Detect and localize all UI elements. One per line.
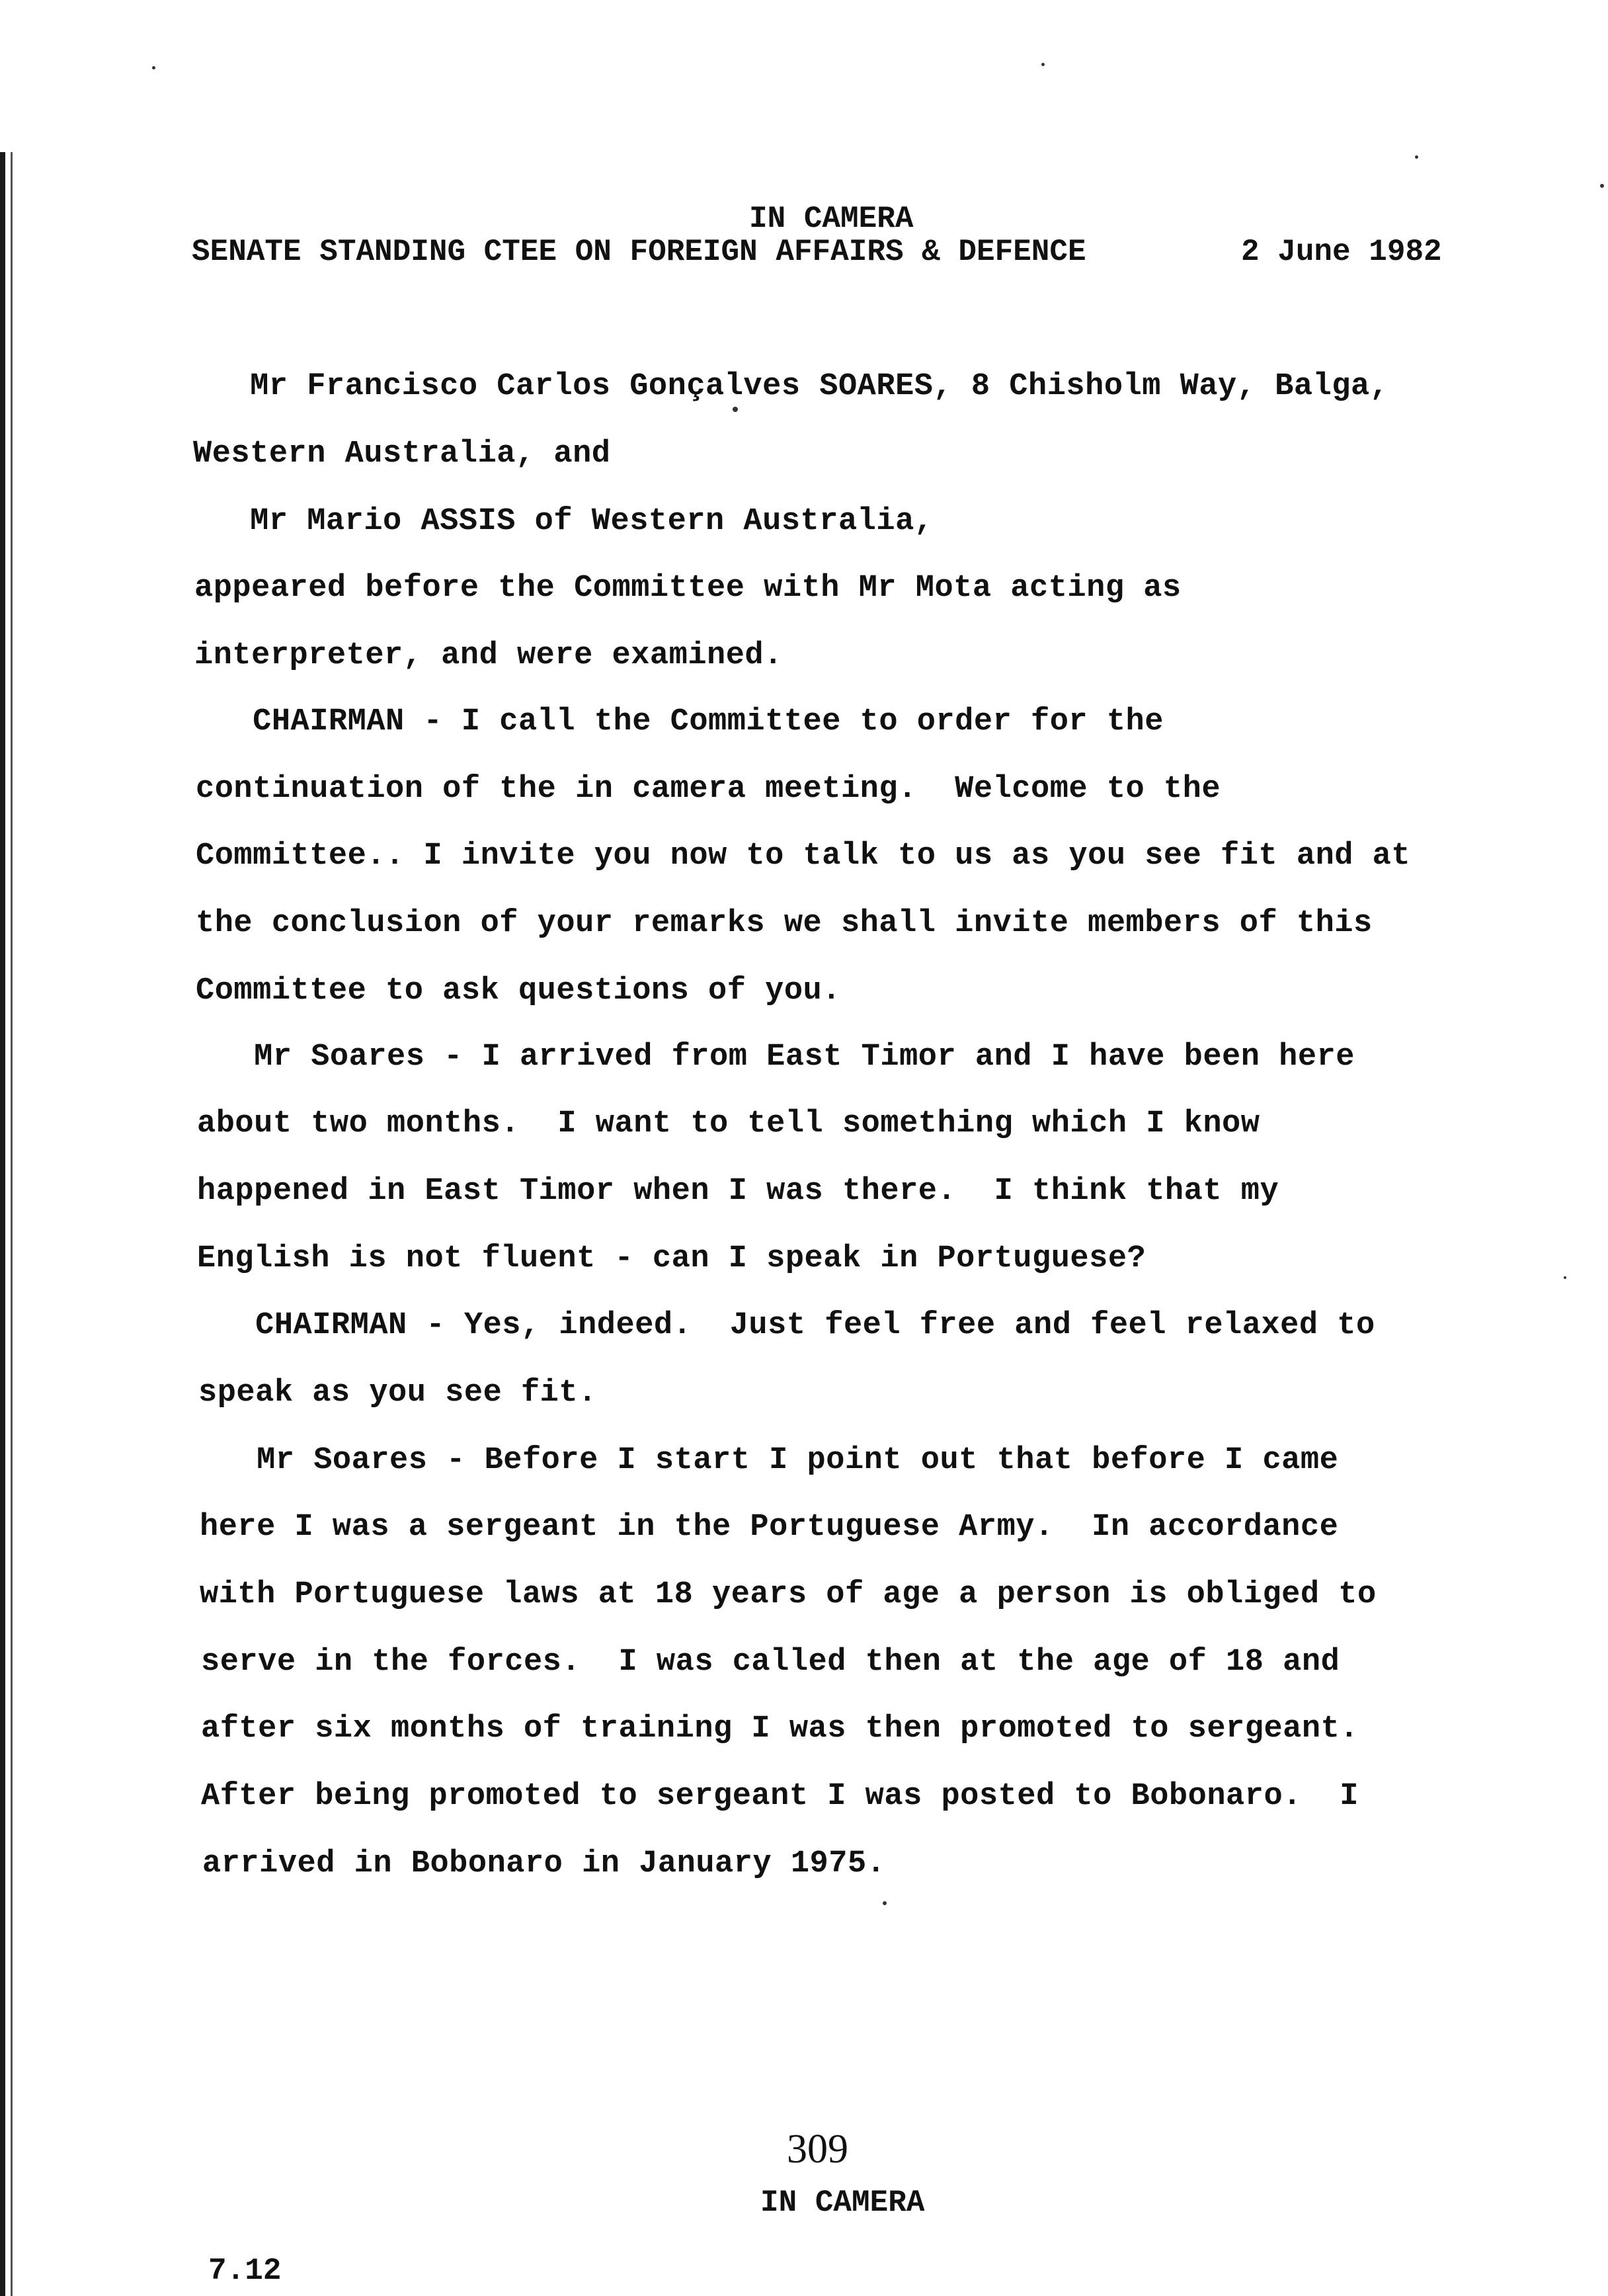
header-committee: SENATE STANDING CTEE ON FOREIGN AFFAIRS & DEFENCE [192, 235, 1086, 269]
text-line: happened in East Timor when I was there. I think that my [197, 1174, 1279, 1209]
scan-speck [1041, 63, 1045, 66]
footer-in-camera: IN CAMERA [760, 2186, 925, 2220]
text-line: Mr Soares - Before I start I point out that before I came [200, 1443, 1339, 1478]
page-ref: 7.12 [208, 2254, 282, 2288]
scan-margin-rule [0, 152, 5, 2296]
page-number: 309 [787, 2127, 848, 2172]
text-line: arrived in Bobonaro in January 1975. [202, 1846, 886, 1881]
scan-margin-rule-inner [11, 152, 13, 2296]
scan-speck [1415, 155, 1418, 159]
text-line: speak as you see fit. [198, 1375, 597, 1411]
scan-speck [152, 66, 155, 69]
text-line: appeared before the Committee with Mr Mota acting as [194, 571, 1182, 606]
header-in-camera: IN CAMERA [749, 202, 914, 236]
text-line: Mr Mario ASSIS of Western Australia, [193, 504, 934, 539]
text-line: CHAIRMAN - I call the Committee to order for the [196, 704, 1164, 739]
text-line: serve in the forces. I was called then at the age of 18 and [201, 1645, 1340, 1680]
scan-speck [733, 407, 738, 412]
text-line: Committee.. I invite you now to talk to us as you see fit and at [196, 839, 1411, 874]
scan-speck [883, 1901, 887, 1905]
text-line: Mr Soares - I arrived from East Timor and I have been here [197, 1040, 1355, 1075]
text-line: English is not fluent - can I speak in Portuguese? [197, 1241, 1146, 1276]
scan-speck [1600, 184, 1604, 188]
text-line: CHAIRMAN - Yes, indeed. Just feel free and feel relaxed to [198, 1308, 1375, 1343]
text-line: After being promoted to sergeant I was posted to Bobonaro. I [201, 1779, 1359, 1814]
header-date: 2 June 1982 [1241, 235, 1442, 269]
text-line: Western Australia, and [193, 436, 611, 472]
text-line: Mr Francisco Carlos Gonçalves SOARES, 8 Chisholm Way, Balga, [193, 369, 1389, 404]
text-line: here I was a sergeant in the Portuguese Army. In accordance [200, 1510, 1339, 1545]
text-line: the conclusion of your remarks we shall invite members of this [196, 906, 1373, 941]
text-line: with Portuguese laws at 18 years of age a person is obliged to [200, 1577, 1377, 1612]
text-line: continuation of the in camera meeting. Welcome to the [196, 772, 1221, 807]
text-line: interpreter, and were examined. [194, 638, 783, 673]
text-line: about two months. I want to tell something which I know [197, 1106, 1260, 1141]
text-line: Committee to ask questions of you. [196, 973, 841, 1008]
text-line: after six months of training I was then promoted to sergeant. [201, 1711, 1359, 1746]
scan-speck [1564, 1276, 1566, 1279]
